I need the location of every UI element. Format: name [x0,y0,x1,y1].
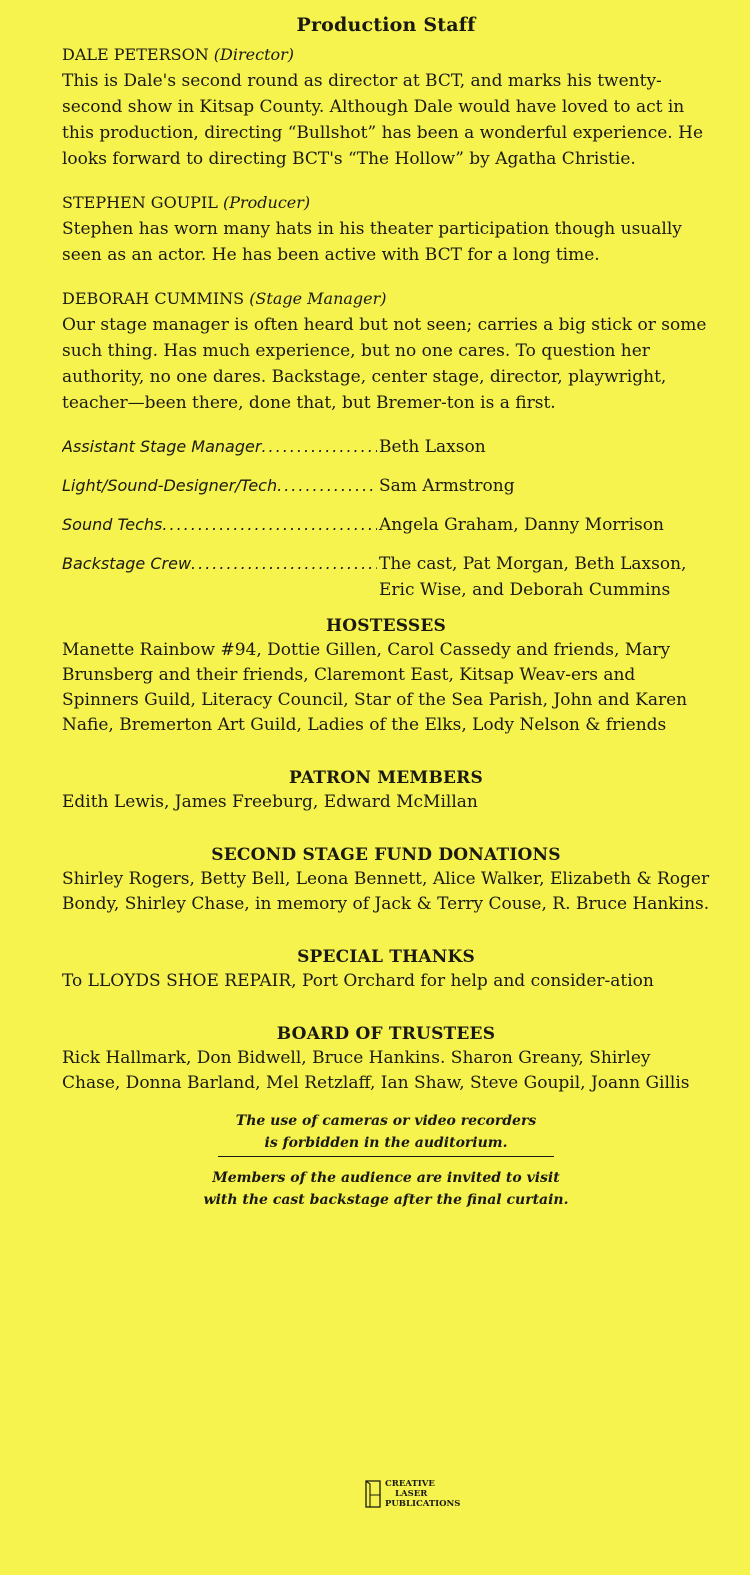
section-heading: SECOND STAGE FUND DONATIONS [211,845,561,865]
staff-name: STEPHEN GOUPIL [62,193,218,212]
crew-role: Light/Sound-Designer/Tech [62,476,278,495]
section-second-stage-fund [62,845,710,917]
section-body: To LLOYDS SHOE REPAIR, Port Orchard for help and consider-ation [62,971,654,991]
section-body: Edith Lewis, James Freeburg, Edward McMillan [62,792,478,812]
leader-dots [277,473,377,499]
divider-rule [218,1156,554,1157]
staff-bio: This is Dale's second round as director at BCT, and marks his twenty-second show in Kitsap County. Although Dale would have loved to act in this production, directing “Bullshot” has been a wonderful experience. He looks forward to directing BCT's “The Hollow” by Agatha Christie. [62,71,704,169]
section-hostesses [62,616,710,738]
staff-entry [62,42,710,172]
notice-line: is forbidden in the auditorium. [264,1135,508,1151]
section-patron-members [62,768,710,815]
crew-row [62,512,710,538]
staff-entry [62,286,710,416]
crew-role: Assistant Stage Manager [62,437,262,456]
section-body: Shirley Rogers, Betty Bell, Leona Bennett, Alice Walker, Elizabeth & Roger Bondy, Shirley Chase, in memory of Jack & Terry Couse, R. Bruce Hankins. [62,869,710,914]
section-special-thanks [62,947,710,994]
staff-bio: Our stage manager is often heard but not seen; carries a big stick or some such thing. Has much experience, but no one cares. To question her authority, no one dares. Backstage, center stage, director, playwright, teacher—been there, done that, but Bremer-ton is a first. [62,315,707,413]
crew-role: Backstage Crew [62,554,192,573]
publisher-logo [363,1478,461,1518]
staff-role: (Producer) [222,193,311,212]
crew-role: Sound Techs [62,515,163,534]
section-heading: BOARD OF TRUSTEES [276,1024,496,1044]
section-heading: HOSTESSES [326,616,446,636]
staff-name: DEBORAH CUMMINS [62,289,245,308]
crew-row [62,551,710,603]
notice-line: The use of cameras or video recorders [235,1113,537,1129]
staff-role: (Stage Manager) [249,289,387,308]
camera-notice [62,1110,710,1154]
section-body: Manette Rainbow #94, Dottie Gillen, Carol Cassedy and friends, Mary Brunsberg and their friends, Claremont East, Kitsap Weav-ers and Spinners Guild, Literacy Council, Star of the Sea Parish, John and Karen Nafie, Bremerton Art Guild, Ladies of the Elks, Lody Nelson & friends [62,640,688,735]
section-board-of-trustees [62,1024,710,1096]
crew-row [62,434,710,460]
crew-names: Sam Armstrong [379,476,515,496]
leader-dots [162,512,377,538]
crew-names: Beth Laxson [379,437,486,457]
leader-dots [261,434,377,460]
staff-entry [62,190,710,268]
staff-bio: Stephen has worn many hats in his theater participation though usually seen as an actor. He has been active with BCT for a long time. [62,219,682,265]
staff-list [62,42,710,416]
staff-role: (Director) [213,45,295,64]
crew-names: The cast, Pat Morgan, Beth Laxson, Eric Wise, and Deborah Cummins [379,554,687,600]
section-heading: PATRON MEMBERS [289,768,483,788]
notice-line: Members of the audience are invited to visit [212,1170,560,1186]
logo-line: LASER [395,1489,428,1499]
backstage-notice [62,1167,710,1211]
logo-line: CREATIVE [385,1479,435,1489]
section-body: Rick Hallmark, Don Bidwell, Bruce Hankins. Sharon Greany, Shirley Chase, Donna Barland, Mel Retzlaff, Ian Shaw, Steve Goupil, Joann Gillis [62,1048,690,1093]
crew-names: Angela Graham, Danny Morrison [379,515,664,535]
section-heading: SPECIAL THANKS [297,947,475,967]
logo-line: PUBLICATIONS [385,1499,461,1509]
notice-line: with the cast backstage after the final curtain. [203,1192,569,1208]
leader-dots [191,551,377,577]
page-title: Production Staff [296,14,476,36]
crew-row [62,473,710,499]
staff-name: DALE PETERSON [62,45,209,64]
crew-list [62,434,710,603]
logo-mark-icon [363,1478,383,1510]
